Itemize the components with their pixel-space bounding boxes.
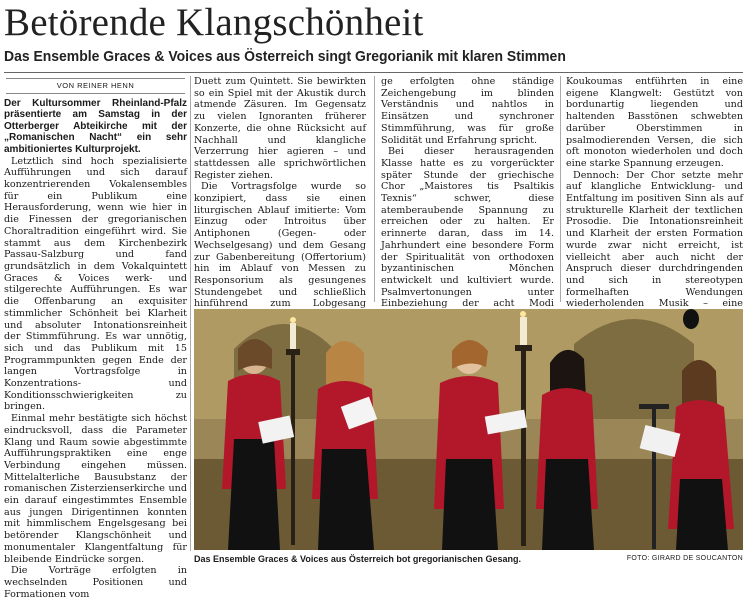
paragraph: Koukoumas entführten in eine eigene Klangwelt: Gestützt von bordunartig liegenden und haltenden Basstönen schwebten darüber Oberstimmen in psalmodierenden Versen, die sich oft monoton wiederholen und doch eine starke Spannung erzeugen. <box>566 76 743 169</box>
photo-caption: Das Ensemble Graces & Voices aus Österreich bot gregorianischen Gesang. <box>194 554 521 564</box>
photo-credit: FOTO: GIRARD DE SOUCANTON <box>626 555 743 562</box>
ensemble-photo-illustration <box>194 309 743 550</box>
text-column-2 <box>194 76 366 345</box>
column-divider <box>190 76 191 551</box>
paragraph: Bei dieser herausragenden Klasse hatte es zu vorgerückter später Stunde der griechische Chor „Maistores tis Psaltikis Texnis“ schwer, diese atemberaubende Spannung zu erreichen oder zu halten. Er erinnerte daran, dass im 14. Jahrhundert eine besondere Form der Spiritualität von orthodoxen byzantinischen Mönchen entwickelt und kultiviert wurde. Psalmvertonungen unter Einbeziehung der acht Modi <box>381 146 554 310</box>
article-headline: Betörende Klangschönheit <box>4 1 424 44</box>
text-column-1 <box>4 76 187 600</box>
paragraph: Dennoch: Der Chor setzte mehr auf klangliche Entwicklung- und Entfaltung im positiven Sinn als auf strukturelle Klarheit der textlichen Prosodie. Die Intonationsreinheit und Klarheit der ersten Formation wurde zwar nicht erreicht, ist vielleicht aber auch nicht der Anspruch dieser durchdringenden und sich in stereotypen formelhaften Wendungen wiederholenden Musik – eine <box>566 169 743 310</box>
paragraph: Die Vortragsfolge wurde so konzipiert, dass sie einen liturgischen Ablauf imitierte: Vom Einzug oder Introitus über Antiphonen (Gegen- oder Wechselgesang) und dem Gesang zur Gabenbereitung (Offertorium) hin im Ablauf von Messen zu Responsorium als gesungenes Stundengebet und schließlich hinführend zum Lobgesang <box>194 181 366 310</box>
article-lead: Der Kultursommer Rheinland-Pfalz präsentierte am Samstag in der Otterberger Abteikirche mit der „Romanischen Nacht“ ein sehr ambitioniertes Kulturprojekt. <box>4 97 187 156</box>
paragraph: Duett zum Quintett. Sie bewirkten so ein Spiel mit der Akustik durch atmende Zäsuren. Im Gegensatz zu vielen Ignoranten früherer Konzerte, die ohne Rücksicht auf Nachhall und klangliche Verzerrung hier agieren – und stattdessen alle sprichwörtlichen Register ziehen. <box>194 76 366 181</box>
paragraph: Letztlich sind hoch spezialisierte Aufführungen und sich darauf konzentrierenden Vokalensembles für ein Publikum eine Herausforderung, wenn wie hier in die Finessen der gregorianischen Choraltradition eingeführt wird. Sie stammt aus dem Kirchenbezirk Passau-Salzburg und fand grundsätzlich in dem Vokalquintett Graces & Voices werk- und stilgerechte Aufführungen. Es war die Offenbarung an exquisiter stimmlicher Schönheit bei Klarheit und absoluter Intonationsreinheit der Stimmführung. Es war unnötig, sich und das Publikum mit 15 Programmpunkten gegen Ende der langen Vortragsfolge in Konzentrations- und Konditionsschwierigkeiten zu bringen. <box>4 155 187 413</box>
paragraph: Die Vorträge erfolgten in wechselnden Positionen und Formationen vom <box>4 565 187 600</box>
text-column-4 <box>566 76 743 333</box>
paragraph: ge erfolgten ohne ständige Zeichengebung im blinden Verständnis und nahtlos in Einsätzen und synchroner Stimmführung, was für große Solidität und Erfahrung spricht. <box>381 76 554 146</box>
column-divider <box>374 76 375 302</box>
byline: VON REINER HENN <box>6 78 185 94</box>
photo-caption-bar <box>194 553 743 565</box>
article-subheadline: Das Ensemble Graces & Voices aus Österreich singt Gregorianik mit klaren Stimmen <box>4 48 566 65</box>
paragraph: Einmal mehr bestätigte sich höchst eindrucksvoll, dass die Parameter Klang und Raum sowie abgestimmte Aufführungspraktiken eine enge Verbindung eingehen müssen. Mittelalterliche Bausubstanz der romanischen Zisterzienserkirche und ein darauf eingestimmtes Ensemble aus jungen Dirigentinnen konnten mit himmlischem Engelsgesang bei betörender Klangschönheit und monumentaler Klangentfaltung für bleibende Eindrücke sorgen. <box>4 413 187 565</box>
article-photo <box>194 309 743 550</box>
column-divider <box>560 76 561 302</box>
header-rule <box>4 72 743 73</box>
